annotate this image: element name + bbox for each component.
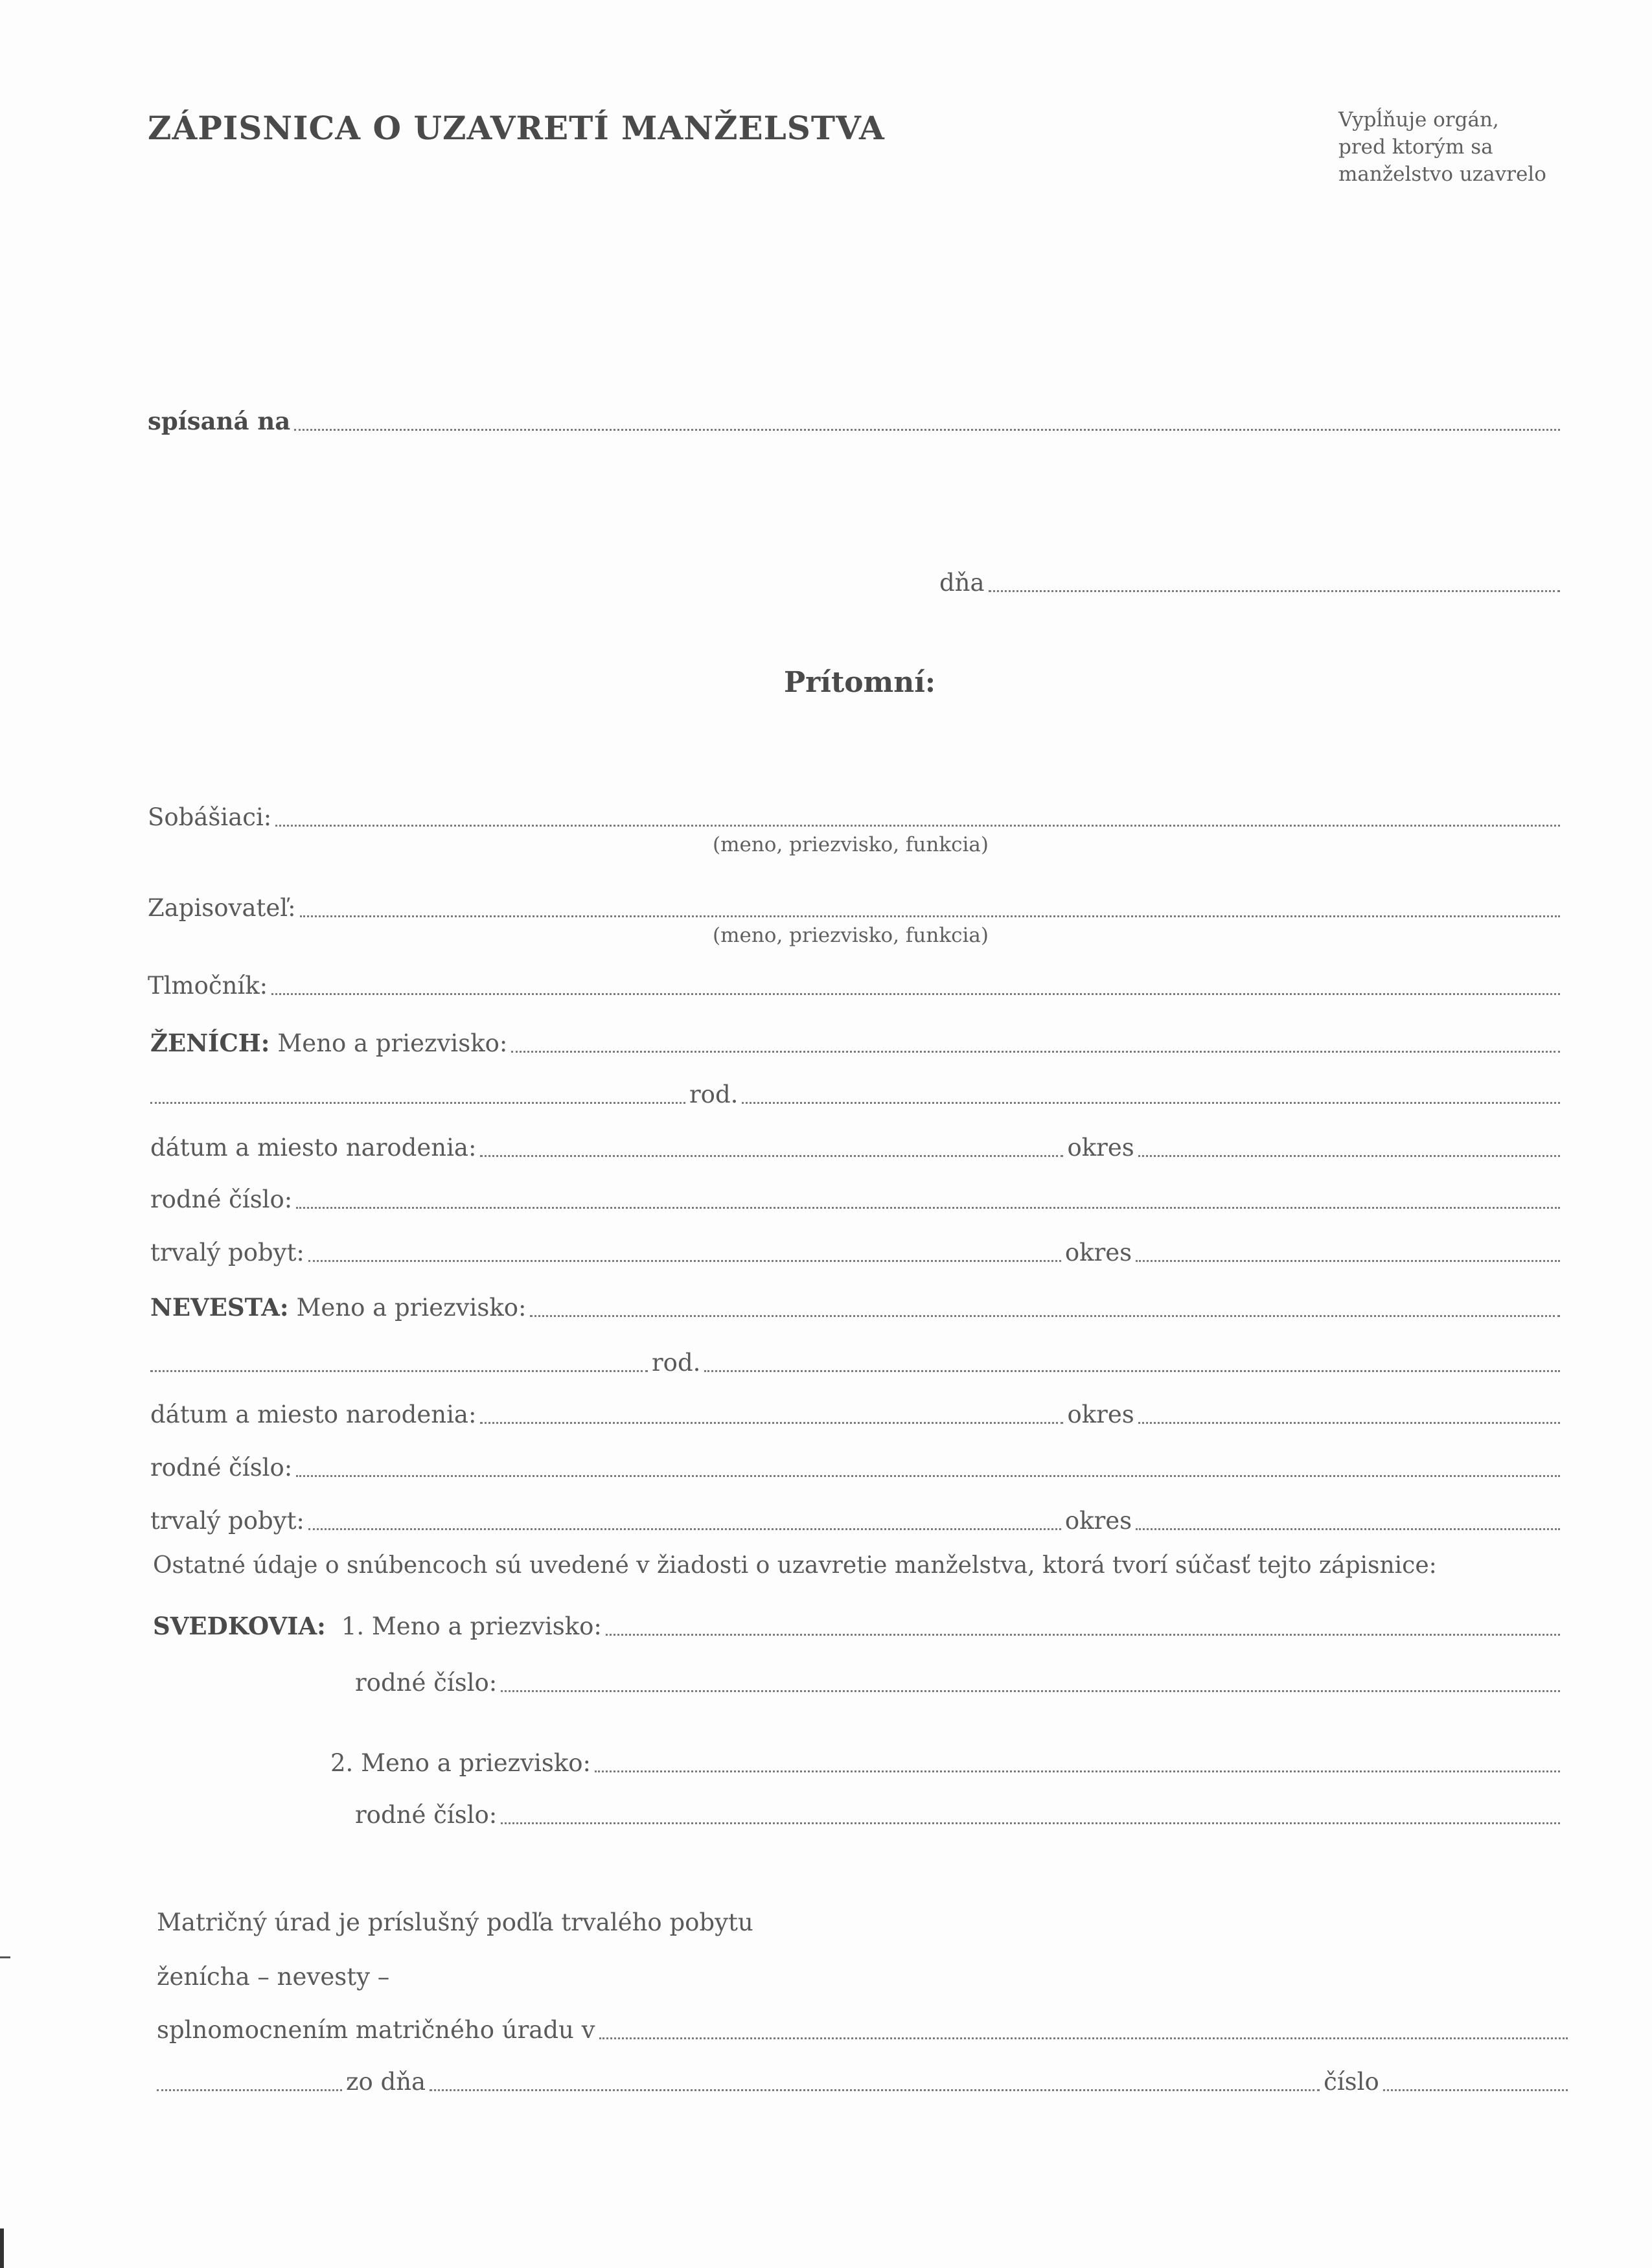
- groom-residence-district-label: okres: [1064, 1239, 1132, 1266]
- registry-prefix-field[interactable]: [157, 2089, 342, 2091]
- witness1-name-field[interactable]: [606, 1633, 1560, 1636]
- written-at-field[interactable]: [294, 428, 1560, 431]
- groom-residence-row: [150, 1239, 1564, 1266]
- written-date-row: [939, 569, 1564, 597]
- officiant-field[interactable]: [275, 824, 1560, 827]
- registry-from-date-field[interactable]: [430, 2089, 1320, 2091]
- header-note-line1: Vypĺňuje orgán,: [1338, 108, 1499, 132]
- witness2-id-field[interactable]: [501, 1822, 1560, 1824]
- groom-residence-field[interactable]: [308, 1259, 1061, 1262]
- bride-id-row: [150, 1454, 1564, 1482]
- bride-residence-district-label: okres: [1064, 1507, 1132, 1535]
- registry-line3: splnomocnením matričného úradu v: [157, 2016, 595, 2044]
- groom-id-label: rodné číslo:: [150, 1186, 293, 1213]
- written-at-label: spísaná na: [148, 407, 291, 435]
- bride-id-field[interactable]: [296, 1474, 1560, 1477]
- other-info-text: Ostatné údaje o snúbencoch sú uvedené v žiadosti o uzavretie manželstva, ktorá tvorí súčasť tejto zápisnice:: [153, 1552, 1437, 1579]
- registry-number-label: číslo: [1324, 2068, 1379, 2096]
- groom-residence-label: trvalý pobyt:: [150, 1239, 304, 1266]
- bride-district-field[interactable]: [1138, 1421, 1560, 1424]
- witness1-id-label: rodné číslo:: [355, 1669, 498, 1697]
- witness1-name-label: 1. Meno a priezvisko:: [341, 1612, 602, 1640]
- clerk-label: Zapisovateľ:: [148, 894, 296, 922]
- registry-line1: Matričný úrad je príslušný podľa trvalého pobytu: [157, 1908, 753, 1936]
- groom-name-field[interactable]: [511, 1050, 1560, 1053]
- bride-born-row: [150, 1349, 1564, 1377]
- registry-number-field[interactable]: [1383, 2089, 1568, 2091]
- groom-born-field[interactable]: [742, 1101, 1560, 1104]
- bride-birth-row: [150, 1401, 1564, 1428]
- bride-district-label: okres: [1067, 1401, 1134, 1428]
- bride-title: NEVESTA:: [150, 1293, 289, 1322]
- interpreter-field[interactable]: [271, 992, 1560, 995]
- groom-birth-label: dátum a miesto narodenia:: [150, 1134, 477, 1162]
- bride-born-prefix-field[interactable]: [150, 1369, 648, 1372]
- groom-birth-row: [150, 1134, 1564, 1162]
- written-date-label: dňa: [939, 569, 985, 597]
- header-note-line3: manželstvo uzavrelo: [1338, 163, 1546, 186]
- clerk-caption: (meno, priezvisko, funkcia): [713, 924, 989, 947]
- groom-district-label: okres: [1067, 1134, 1134, 1162]
- bride-id-label: rodné číslo:: [150, 1454, 293, 1482]
- groom-id-row: [150, 1186, 1564, 1213]
- registry-date-row: [157, 2068, 1572, 2096]
- present-heading: Prítomní:: [784, 666, 936, 699]
- bride-born-label: rod.: [652, 1349, 701, 1377]
- clerk-row: [148, 894, 1564, 922]
- bride-birth-field[interactable]: [480, 1421, 1063, 1424]
- registry-office-field[interactable]: [599, 2037, 1568, 2039]
- bride-born-field[interactable]: [704, 1369, 1560, 1372]
- bride-residence-field[interactable]: [308, 1528, 1061, 1530]
- bride-name-field[interactable]: [530, 1314, 1560, 1317]
- witness1-id-field[interactable]: [501, 1690, 1560, 1692]
- groom-title: ŽENÍCH:: [150, 1029, 270, 1057]
- registry-line2: ženícha – nevesty –: [157, 1963, 390, 1991]
- officiant-caption: (meno, priezvisko, funkcia): [713, 833, 989, 856]
- groom-birth-field[interactable]: [480, 1154, 1063, 1157]
- witnesses-title: SVEDKOVIA:: [153, 1612, 326, 1640]
- interpreter-label: Tlmočník:: [148, 972, 268, 1000]
- bride-residence-row: [150, 1507, 1564, 1535]
- witness1-name-row: [153, 1612, 1564, 1640]
- bride-birth-label: dátum a miesto narodenia:: [150, 1401, 477, 1428]
- scan-edge-shadow: [0, 2228, 4, 2268]
- bride-name-label: Meno a priezvisko:: [296, 1294, 527, 1322]
- witness2-name-row: [330, 1749, 1564, 1777]
- groom-born-label: rod.: [689, 1081, 739, 1108]
- bride-name-row: [150, 1293, 1564, 1322]
- registry-authorization-row: [157, 2016, 1572, 2044]
- header-note-line2: pred ktorým sa: [1338, 135, 1493, 159]
- groom-residence-district-field[interactable]: [1136, 1259, 1560, 1262]
- bride-residence-district-field[interactable]: [1136, 1528, 1560, 1530]
- bride-residence-label: trvalý pobyt:: [150, 1507, 304, 1535]
- officiant-row: [148, 803, 1564, 831]
- officiant-label: Sobášiaci:: [148, 803, 272, 831]
- witness2-name-label: 2. Meno a priezvisko:: [330, 1749, 591, 1777]
- header-note: [1338, 106, 1617, 188]
- groom-district-field[interactable]: [1138, 1154, 1560, 1157]
- witness2-id-label: rodné číslo:: [355, 1801, 498, 1829]
- written-at-row: [148, 407, 1564, 435]
- written-date-field[interactable]: [989, 590, 1560, 592]
- scan-edge-mark: [0, 1956, 10, 1958]
- groom-born-prefix-field[interactable]: [150, 1101, 685, 1104]
- groom-id-field[interactable]: [296, 1206, 1560, 1209]
- groom-name-label: Meno a priezvisko:: [277, 1029, 508, 1057]
- interpreter-row: [148, 972, 1564, 1000]
- witness2-name-field[interactable]: [595, 1770, 1560, 1772]
- witness1-id-row: [355, 1669, 1564, 1697]
- form-title: ZÁPISNICA O UZAVRETÍ MANŽELSTVA: [148, 109, 885, 147]
- groom-born-row: [150, 1081, 1564, 1108]
- registry-from-date-label: zo dňa: [346, 2068, 426, 2096]
- groom-name-row: [150, 1029, 1564, 1057]
- clerk-field[interactable]: [300, 915, 1560, 917]
- witness2-id-row: [355, 1801, 1564, 1829]
